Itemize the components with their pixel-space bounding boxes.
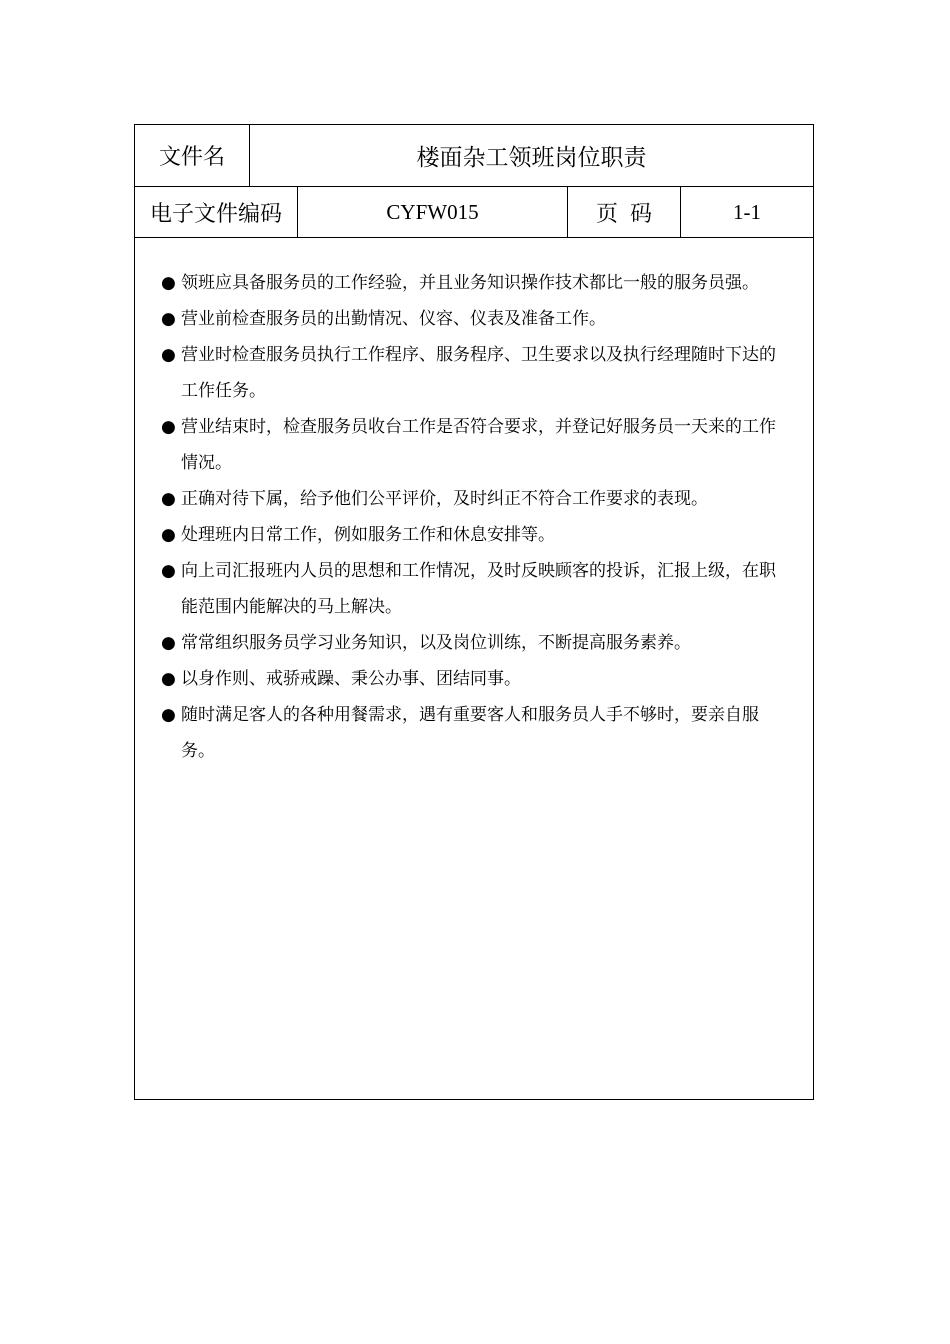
duty-item <box>161 517 781 553</box>
bullet-icon: ● <box>161 669 176 689</box>
file-code-value: CYFW015 <box>298 187 568 237</box>
header-row-title <box>135 125 813 187</box>
duty-item <box>161 661 781 697</box>
duty-text: 以身作则、戒骄戒躁、秉公办事、团结同事。 <box>181 669 521 689</box>
duty-item <box>161 301 781 337</box>
duty-text: 营业时检查服务员执行工作程序、服务程序、卫生要求以及执行经理随时下达的工作任务。 <box>181 345 776 401</box>
bullet-icon: ● <box>161 273 176 293</box>
page-value: 1-1 <box>733 199 761 224</box>
duty-item <box>161 553 781 625</box>
duty-item <box>161 337 781 409</box>
duty-text: 向上司汇报班内人员的思想和工作情况，及时反映顾客的投诉，汇报上级，在职能范围内能解决的马上解决。 <box>181 561 776 617</box>
duty-text: 正确对待下属，给予他们公平评价，及时纠正不符合工作要求的表现。 <box>181 489 708 509</box>
filename-label: 文件名 <box>135 125 250 186</box>
document-title: 楼面杂工领班岗位职责 <box>416 145 647 171</box>
duty-text: 处理班内日常工作，例如服务工作和休息安排等。 <box>181 525 555 545</box>
duties-body <box>135 238 813 1099</box>
duty-text: 随时满足客人的各种用餐需求，遇有重要客人和服务员人手不够时，要亲自服务。 <box>181 705 759 761</box>
duty-text: 领班应具备服务员的工作经验，并且业务知识操作技术都比一般的服务员强。 <box>181 273 759 293</box>
duty-list <box>161 265 781 769</box>
page-label: 页码 <box>568 187 681 237</box>
duty-text: 营业结束时，检查服务员收台工作是否符合要求，并登记好服务员一天来的工作情况。 <box>181 417 776 473</box>
file-code-label: 电子文件编码 <box>135 187 298 237</box>
bullet-icon: ● <box>161 705 176 725</box>
duty-item <box>161 697 781 769</box>
bullet-icon: ● <box>161 633 176 653</box>
bullet-icon: ● <box>161 345 176 365</box>
document-frame <box>134 124 814 1100</box>
duty-text: 常常组织服务员学习业务知识，以及岗位训练，不断提高服务素养。 <box>181 633 691 653</box>
duty-item <box>161 265 781 301</box>
duty-item <box>161 625 781 661</box>
header-row-meta <box>135 187 813 238</box>
duty-text: 营业前检查服务员的出勤情况、仪容、仪表及准备工作。 <box>181 309 606 329</box>
bullet-icon: ● <box>161 561 176 581</box>
bullet-icon: ● <box>161 525 176 545</box>
duty-item <box>161 481 781 517</box>
bullet-icon: ● <box>161 309 176 329</box>
bullet-icon: ● <box>161 417 176 437</box>
bullet-icon: ● <box>161 489 176 509</box>
duty-item <box>161 409 781 481</box>
